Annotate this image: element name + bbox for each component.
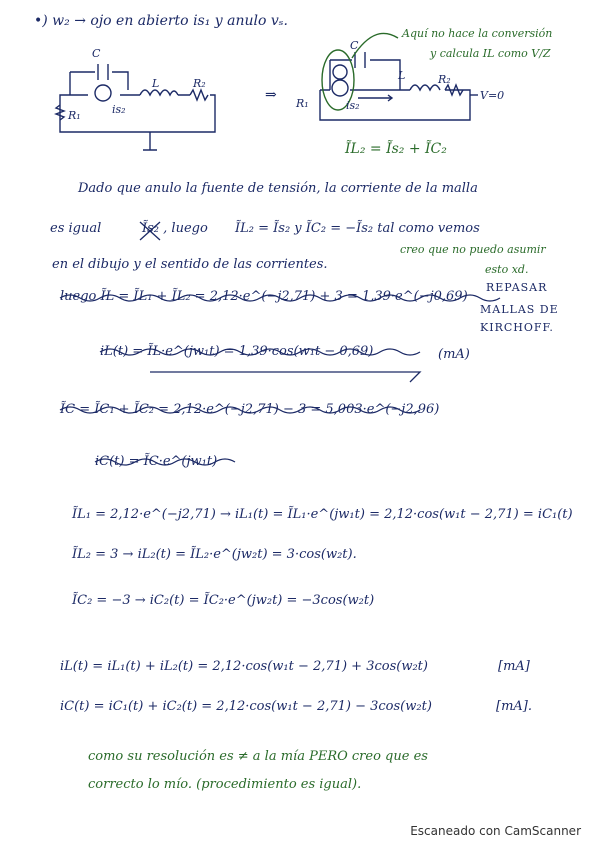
repasar-1: REPASAR: [486, 281, 548, 294]
right-note-2: y calcula IL como V/Z: [430, 47, 551, 60]
text-line-2a: es igual: [50, 221, 102, 236]
left-res2-label: R₂: [193, 77, 206, 90]
left-res1-label: R₁: [68, 109, 81, 122]
right-note-1: Aquí no hace la conversión: [402, 27, 553, 40]
right-cap-label: C: [350, 39, 359, 52]
right-res2-label: R₂: [438, 73, 451, 86]
left-ind-label: L: [152, 77, 160, 90]
equation-4-unit: [mA]: [498, 659, 530, 674]
crossed-line-3: ĨC = ĨC₁ + ĨC₂ = 2,12·e^(−j2,71) − 3 = 5,003·e^(−j2,96): [60, 402, 440, 417]
right-current-eq: ĨL₂ = Ĩs₂ + ĨC₂: [345, 141, 447, 157]
equation-1: ĨL₁ = 2,12·e^(−j2,71) → iL₁(t) = ĨL₁·e^(jw₁t) = 2,12·cos(w₁t − 2,71) = iC₁(t): [72, 507, 573, 522]
crossed-line-2: iL(t) = ĨL·e^(jw₁t) = 1,39·cos(w₁t − 0,69): [100, 344, 374, 359]
left-cap-label: C: [92, 47, 101, 60]
equation-2: ĨL₂ = 3 → iL₂(t) = ĨL₂·e^(jw₂t) = 3·cos(w₂t).: [72, 547, 357, 562]
equation-3: ĨC₂ = −3 → iC₂(t) = ĨC₂·e^(jw₂t) = −3cos(w₂t): [72, 593, 375, 608]
closing-line-1: como su resolución es ≠ a la mía PERO creo que es: [88, 749, 428, 764]
left-src-label: is₂: [112, 103, 126, 116]
closing-line-2: correcto lo mío. (procedimiento es igual).: [88, 777, 362, 792]
crossed-line-1: luego ĨL = ĨL₁ + ĨL₂ = 2,12·e^(−j2,71) + 3 = 1,39·e^(−j0,69): [60, 289, 468, 304]
equation-4: iL(t) = iL₁(t) + iL₂(t) = 2,12·cos(w₁t − 2,71) + 3cos(w₂t): [60, 659, 428, 674]
text-line-3: en el dibujo y el sentido de las corrientes.: [52, 257, 328, 272]
transform-arrow: ⇒: [265, 87, 277, 103]
text-line-2c: ĨL₂ = Ĩs₂ y ĨC₂ = −Ĩs₂ tal como vemos: [235, 221, 480, 236]
equation-5-unit: [mA].: [496, 699, 532, 714]
right-v-label: V=0: [480, 89, 505, 102]
assume-note: creo que no puedo asumir: [400, 243, 546, 256]
assume-note-2: esto xd.: [485, 263, 529, 276]
crossed-line-2-unit: (mA): [438, 347, 470, 362]
text-line-2b: Ĩs₂ , luego: [142, 221, 208, 236]
equation-5: iC(t) = iC₁(t) + iC₂(t) = 2,12·cos(w₁t − 2,71) − 3cos(w₂t): [60, 699, 432, 714]
right-ind-label: L: [398, 69, 406, 82]
right-res1-label: R₁: [296, 97, 309, 110]
repasar-2: MALLAS DE: [480, 303, 559, 316]
repasar-3: KIRCHOFF.: [480, 321, 554, 334]
text-line-1: Dado que anulo la fuente de tensión, la corriente de la malla: [78, 181, 478, 196]
scanner-watermark: Escaneado con CamScanner: [410, 824, 581, 838]
crossed-line-4: iC(t) = ĨC·e^(jw₁t): [95, 454, 218, 469]
header-line: •) w₂ → ojo en abierto is₁ y anulo vₛ.: [34, 13, 288, 29]
right-src-label: is₂: [346, 99, 360, 112]
